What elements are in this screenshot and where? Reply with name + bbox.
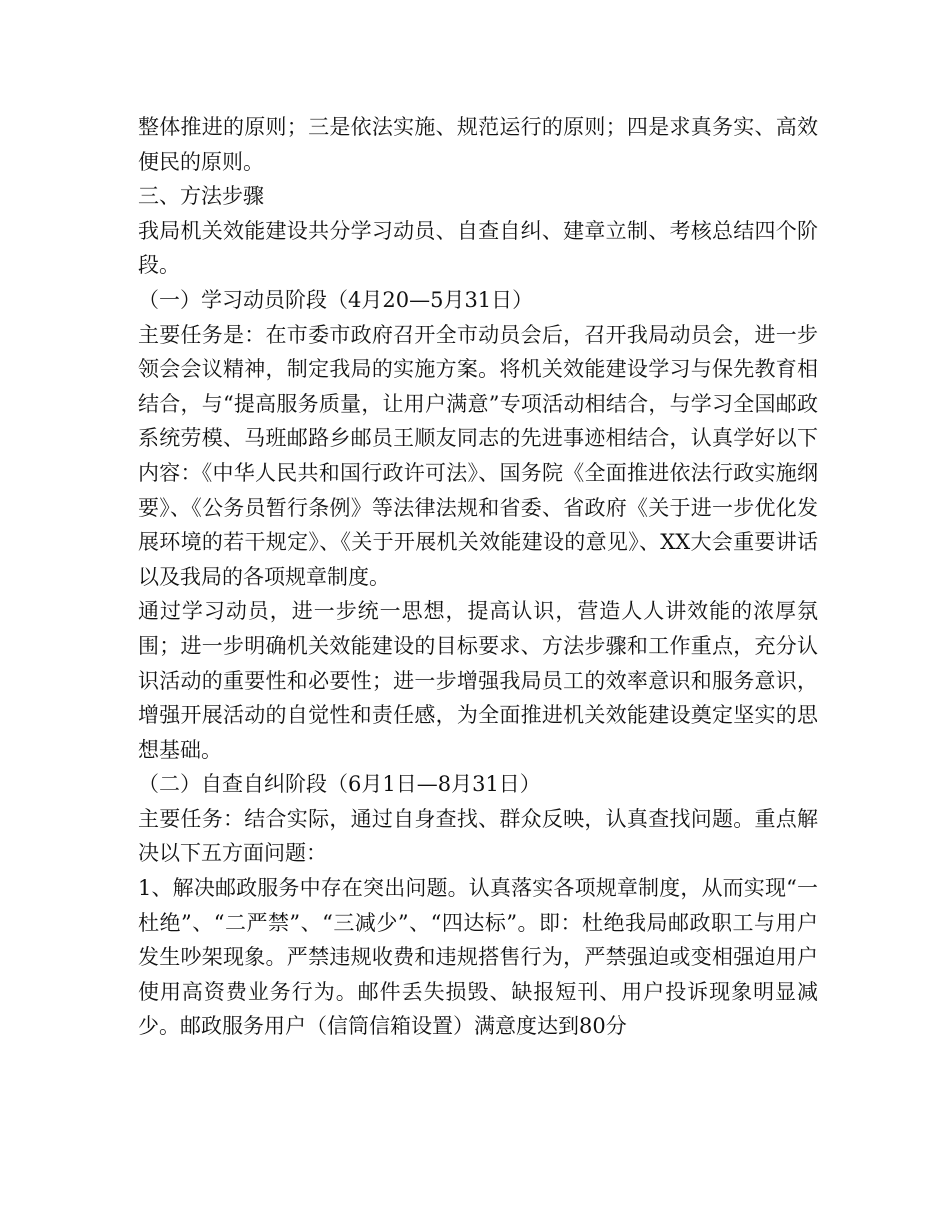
subsection-heading-study: （一）学习动员阶段（4月20—5月31日） [138,287,534,312]
section-heading-methods: 三、方法步骤 [138,184,264,209]
paragraph-item-1: 1、解决邮政服务中存在突出问题。认真落实各项规章制度，从而实现“一杜绝”、“二严禁”、“三减少”、“四达标”。即：杜绝我局邮政职工与用户发生吵架现象。严禁违规收费和违规搭售行为，严禁强迫或变相强迫用户使用高资费业务行为。邮件丢失损毁、缺报短刊、用户投诉现象明显减少。邮政服务用户（信筒信箱设置）满意度达到80分 [138,876,818,1039]
paragraph-self-check-tasks: 主要任务：结合实际，通过自身查找、群众反映，认真查找问题。重点解决以下五方面问题： [138,806,818,866]
paragraph-study-tasks: 主要任务是：在市委市政府召开全市动员会后，召开我局动员会，进一步领会会议精神，制定我局的实施方案。将机关效能建设学习与保先教育相结合，与“提高服务质量，让用户满意”专项活动相结合，与学习全国邮政系统劳模、马班邮路乡邮员王顺友同志的先进事迹相结合，认真学好以下内容：《中华人民共和国行政许可法》、国务院《全面推进依法行政实施纲要》、《公务员暂行条例》等法律法规和省委、省政府《关于进一步优化发展环境的若干规定》、《关于开展机关效能建设的意见》、XX大会重要讲话以及我局的各项规章制度。 [138,322,818,589]
paragraph-study-goals: 通过学习动员，进一步统一思想，提高认识，营造人人讲效能的浓厚氛围；进一步明确机关效能建设的目标要求、方法步骤和工作重点，充分认识活动的重要性和必要性；进一步增强我局员工的效率意识和服务意识，增强开展活动的自觉性和责任感，为全面推进机关效能建设奠定坚实的思想基础。 [138,599,818,762]
document-body [138,110,818,1044]
subsection-heading-self-check: （二）自查自纠阶段（6月1日—8月31日） [138,772,541,797]
paragraph-stages-overview: 我局机关效能建设共分学习动员、自查自纠、建章立制、考核总结四个阶段。 [138,218,818,278]
paragraph-principles: 整体推进的原则；三是依法实施、规范运行的原则；四是求真务实、高效便民的原则。 [138,115,818,174]
